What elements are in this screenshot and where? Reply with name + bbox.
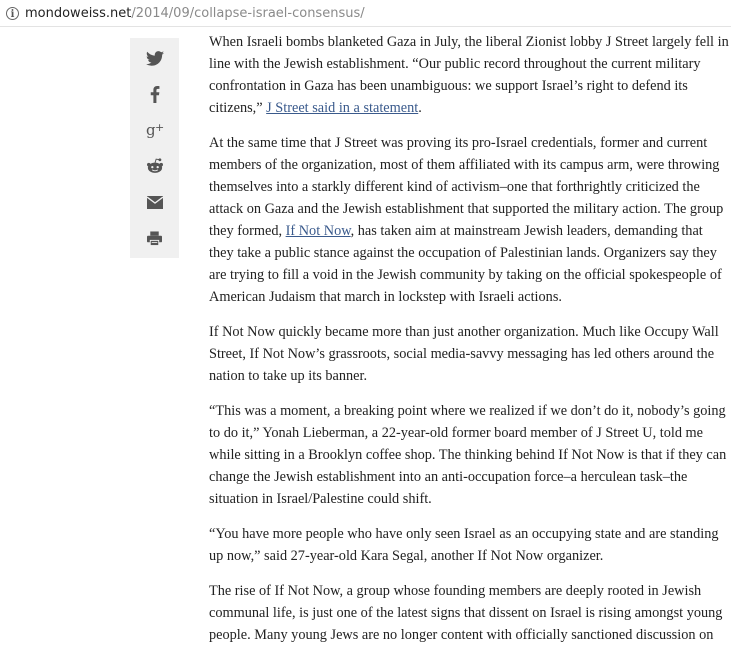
- paragraph-5: “You have more people who have only seen Israel as an occupying state and are standing up now,” said 27-year-old Kara Segal, another If Not Now organizer.: [209, 526, 719, 564]
- email-icon: [147, 196, 163, 209]
- print-share-button[interactable]: [130, 220, 179, 256]
- share-sidebar: [130, 38, 179, 258]
- reddit-icon: [146, 158, 164, 174]
- url-host: mondoweiss.net: [25, 5, 132, 21]
- google-plus-icon: [145, 122, 165, 138]
- reddit-share-button[interactable]: [130, 148, 179, 184]
- paragraph-3: If Not Now quickly became more than just another organization. Much like Occupy Wall Street, If Not Now’s grassroots, social media-savvy messaging has led others around the nation to take up its banner.: [209, 324, 719, 384]
- j-street-statement-link[interactable]: J Street said in a statement: [266, 100, 419, 116]
- info-icon[interactable]: i: [6, 7, 19, 20]
- svg-text:g: g: [145, 122, 156, 138]
- facebook-share-button[interactable]: [130, 76, 179, 112]
- svg-text:+: +: [154, 122, 164, 134]
- email-share-button[interactable]: [130, 184, 179, 220]
- url-path: /2014/09/collapse-israel-consensus/: [131, 5, 365, 21]
- google-plus-share-button[interactable]: [130, 112, 179, 148]
- twitter-share-button[interactable]: [130, 40, 179, 76]
- facebook-icon: [150, 86, 160, 103]
- paragraph-2: At the same time that J Street was proving its pro-Israel credentials, former and current members of the organization, most of them affiliated with its campus arm, were throwing themselves into a starkly different kind of activism–one that forthrightly criticized the attack on Gaza and the Jewish establishment that supported the military action. The group they formed, If Not Now, has taken aim at mainstream Jewish leaders, demanding that they take a public stance against the occupation of Palestinian lands. Organizers say they are trying to fill a void in the Jewish community by taking on the official spokespeople of American Judaism that march in lockstep with Israeli actions.: [209, 135, 724, 305]
- if-not-now-link[interactable]: If Not Now: [285, 223, 351, 239]
- paragraph-1: When Israeli bombs blanketed Gaza in July, the liberal Zionist lobby J Street largely fell in line with the Jewish establishment. “Our public record throughout the current military confrontation in Gaza has been unambiguous: we support Israel’s right to defend its citizens,” J Street said in a statement.: [209, 34, 729, 116]
- twitter-icon: [146, 51, 164, 66]
- print-icon: [147, 231, 162, 246]
- paragraph-6: The rise of If Not Now, a group whose founding members are deeply rooted in Jewish communal life, is just one of the latest signs that dissent on Israel is rising amongst young people. Many young Jews are no longer content with officially sanctioned discussion on: [209, 583, 723, 643]
- address-bar[interactable]: [0, 0, 731, 27]
- article-body: [209, 31, 729, 659]
- paragraph-4: “This was a moment, a breaking point where we realized if we don’t do it, nobody’s going to do it,” Yonah Lieberman, a 22-year-old former board member of J Street U, told me while sitting in a Brooklyn coffee shop. The thinking behind If Not Now is that if they can change the Jewish establishment into an anti-occupation force–a herculean task–the situation in Israel/Palestine could shift.: [209, 403, 727, 507]
